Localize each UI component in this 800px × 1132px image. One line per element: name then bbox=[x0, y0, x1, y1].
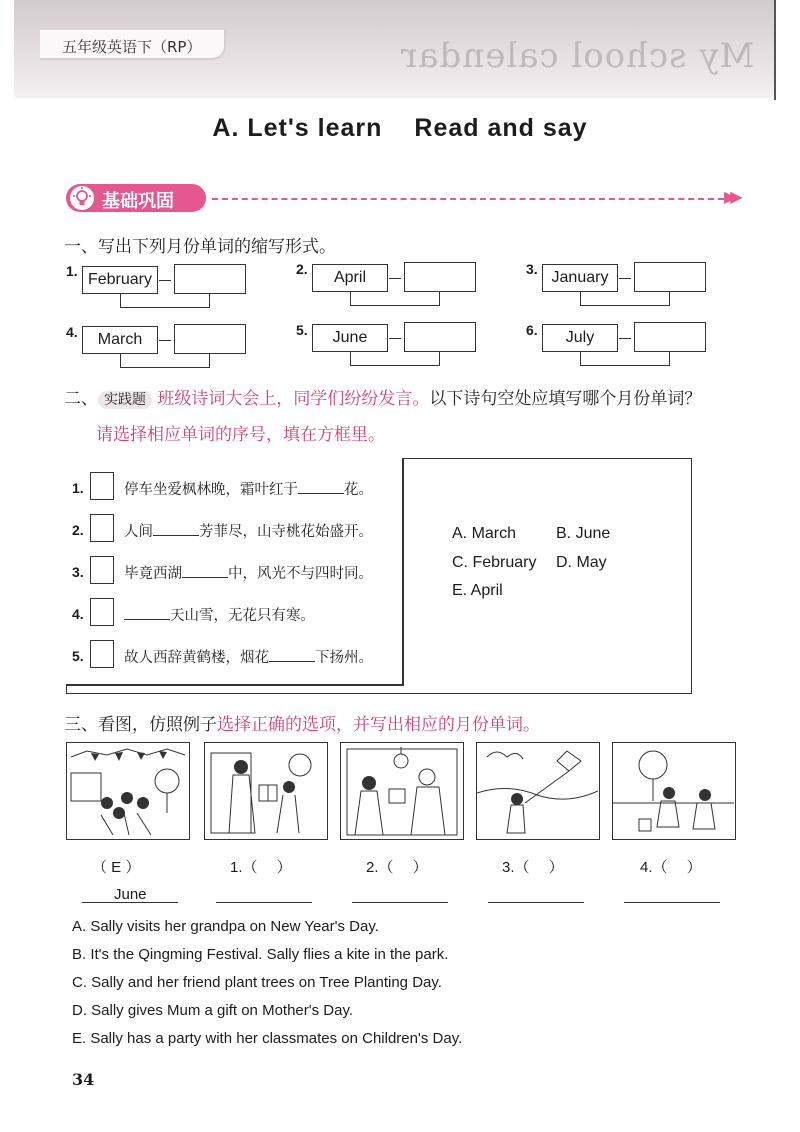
lightbulb-icon bbox=[70, 186, 94, 210]
month-word: February bbox=[82, 266, 158, 294]
q1-item-number: 2. bbox=[296, 261, 308, 277]
answer-line[interactable] bbox=[488, 902, 584, 903]
connector bbox=[159, 340, 171, 341]
poem-line bbox=[124, 520, 373, 541]
bracket-line bbox=[120, 294, 210, 308]
connector bbox=[619, 338, 631, 339]
option-item: D. May bbox=[556, 554, 607, 571]
q2-heading-a: 班级诗词大会上，同学们纷纷发言。 bbox=[157, 389, 430, 409]
picture-label: 4.（ ） bbox=[640, 859, 702, 876]
connector bbox=[159, 280, 171, 281]
poem-blank bbox=[182, 577, 228, 578]
poem-before: 毕竟西湖 bbox=[124, 566, 182, 582]
statement-item: A. Sally visits her grandpa on New Year's Day. bbox=[72, 918, 379, 935]
bracket-line bbox=[580, 292, 670, 306]
abbreviation-answer-box[interactable] bbox=[174, 264, 246, 294]
poem-after: 中，风光不与四时同。 bbox=[228, 566, 373, 582]
abbreviation-answer-box[interactable] bbox=[174, 324, 246, 354]
poem-before: 故人西辞黄鹤楼，烟花 bbox=[124, 650, 269, 666]
poem-after: 天山雪，无花只有寒。 bbox=[170, 608, 315, 624]
poem-blank bbox=[298, 493, 344, 494]
picture-label: 2.（ ） bbox=[366, 859, 428, 876]
q3-heading-a: 三、看图，仿照例子 bbox=[64, 715, 217, 735]
gift-scene-picture bbox=[204, 742, 328, 840]
poem-answer-box[interactable] bbox=[90, 472, 114, 500]
answer-line[interactable] bbox=[216, 902, 312, 903]
option-item: E. April bbox=[452, 582, 503, 599]
header-decoration-text: My school calendar bbox=[399, 36, 754, 76]
poem-line bbox=[124, 478, 373, 499]
abbreviation-answer-box[interactable] bbox=[634, 262, 706, 292]
bracket-line bbox=[580, 352, 670, 366]
section-badge: 基础巩固 bbox=[66, 184, 206, 212]
q1-item-number: 1. bbox=[66, 263, 78, 279]
poem-answer-box[interactable] bbox=[90, 598, 114, 626]
practice-tag: 实践题 bbox=[98, 391, 152, 409]
poem-before: 人间 bbox=[124, 524, 153, 540]
connector bbox=[619, 278, 631, 279]
option-item: B. June bbox=[556, 525, 611, 542]
poem-after: 芳菲尽，山寺桃花始盛开。 bbox=[199, 524, 373, 540]
poem-number: 2. bbox=[72, 522, 84, 538]
q2-heading bbox=[64, 384, 701, 409]
month-word: January bbox=[542, 264, 618, 292]
answer-line[interactable] bbox=[352, 902, 448, 903]
q3-heading-b: 选择正确的选项，并写出相应的月份单词。 bbox=[217, 715, 540, 735]
picture-label: （ E ） bbox=[92, 859, 141, 876]
month-word: June bbox=[312, 324, 388, 352]
poem-number: 4. bbox=[72, 606, 84, 622]
poem-answer-box[interactable] bbox=[90, 556, 114, 584]
abbreviation-answer-box[interactable] bbox=[404, 262, 476, 292]
example-answer: June bbox=[114, 886, 147, 903]
title-part-1: A. Let's learn bbox=[212, 114, 383, 142]
q1-item-number: 5. bbox=[296, 322, 308, 338]
abbreviation-answer-box[interactable] bbox=[404, 322, 476, 352]
option-item: A. March bbox=[452, 525, 517, 542]
answer-line[interactable] bbox=[624, 902, 720, 903]
abbreviation-answer-box[interactable] bbox=[634, 322, 706, 352]
statement-item: C. Sally and her friend plant trees on Tree Planting Day. bbox=[72, 974, 442, 991]
q2-heading-c: 请选择相应单词的序号，填在方框里。 bbox=[96, 425, 385, 445]
bracket-line bbox=[350, 292, 440, 306]
bracket-line bbox=[120, 354, 210, 368]
poem-before: 停车坐爱枫林晚，霜叶红于 bbox=[124, 482, 298, 498]
poem-line bbox=[124, 604, 315, 625]
poem-line bbox=[124, 646, 373, 667]
section-divider bbox=[212, 198, 724, 200]
page-title bbox=[0, 114, 800, 143]
picture-label: 1.（ ） bbox=[230, 859, 292, 876]
q1-item-number: 4. bbox=[66, 324, 78, 340]
month-word: March bbox=[82, 326, 158, 354]
party-scene-picture bbox=[66, 742, 190, 840]
q3-heading bbox=[64, 710, 540, 735]
kite-scene-picture bbox=[476, 742, 600, 840]
statement-item: B. It's the Qingming Festival. Sally flies a kite in the park. bbox=[72, 946, 449, 963]
poem-answer-box[interactable] bbox=[90, 640, 114, 668]
q1-item-number: 6. bbox=[526, 322, 538, 338]
connector bbox=[389, 338, 401, 339]
month-word: April bbox=[312, 264, 388, 292]
q1-heading: 一、写出下列月份单词的缩写形式。 bbox=[64, 237, 336, 257]
page-edge bbox=[774, 0, 776, 100]
poem-number: 5. bbox=[72, 648, 84, 664]
poem-blank bbox=[124, 619, 170, 620]
page-number: 34 bbox=[72, 1070, 95, 1089]
statement-item: D. Sally gives Mum a gift on Mother's Day. bbox=[72, 1002, 354, 1019]
answer-line[interactable] bbox=[82, 902, 178, 903]
q2-prefix: 二、 bbox=[64, 389, 98, 409]
book-title: 五年级英语下（RP） bbox=[40, 30, 226, 60]
picture-label: 3.（ ） bbox=[502, 859, 564, 876]
new-year-scene-picture bbox=[340, 742, 464, 840]
poem-after: 花。 bbox=[344, 482, 373, 498]
q1-item-number: 3. bbox=[526, 261, 538, 277]
q2-heading-b: 以下诗句空处应填写哪个月份单词？ bbox=[429, 389, 702, 409]
poem-line bbox=[124, 562, 373, 583]
double-arrow-icon: ▶▶ bbox=[724, 187, 737, 206]
bracket-line bbox=[350, 352, 440, 366]
title-part-2: Read and say bbox=[414, 114, 588, 142]
poem-number: 3. bbox=[72, 564, 84, 580]
connector bbox=[389, 278, 401, 279]
poem-blank bbox=[269, 661, 315, 662]
poem-answer-box[interactable] bbox=[90, 514, 114, 542]
month-word: July bbox=[542, 324, 618, 352]
tree-planting-scene-picture bbox=[612, 742, 736, 840]
option-item: C. February bbox=[452, 554, 537, 571]
poem-number: 1. bbox=[72, 480, 84, 496]
statement-item: E. Sally has a party with her classmates on Children's Day. bbox=[72, 1030, 463, 1047]
poem-blank bbox=[153, 535, 199, 536]
poem-after: 下扬州。 bbox=[315, 650, 373, 666]
